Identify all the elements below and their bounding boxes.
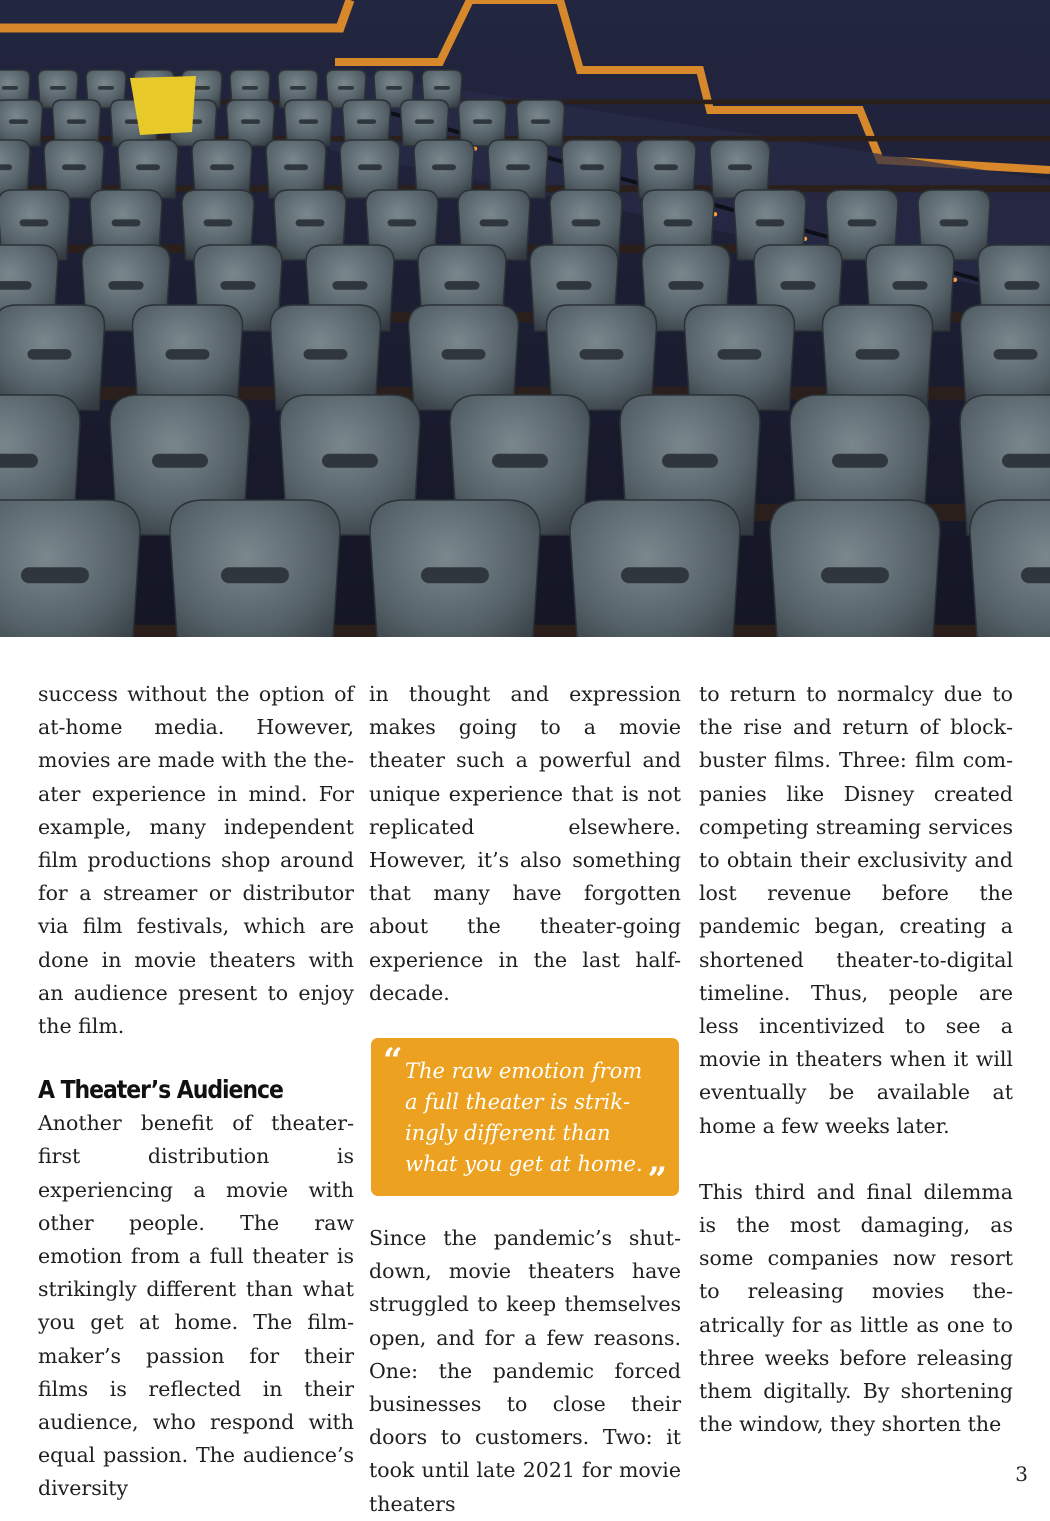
section-heading: A Theater’s Audience [38, 1073, 316, 1107]
column-3-paragraph-2: This third and final dilemma is the most damaging, as some companies now resort to releasing movies theatrically for as little as one to three weeks before releasing them digitally. By shortening the window, they shorten the [699, 1176, 1013, 1442]
theater-seat [570, 500, 740, 637]
column-1 [38, 678, 354, 1506]
theater-seat [370, 500, 540, 637]
theater-seat [517, 100, 565, 146]
theater-seat [0, 500, 140, 637]
theater-seat [343, 100, 391, 146]
theater-seat [970, 500, 1050, 637]
theater-seats-photo [0, 0, 1050, 637]
column-3-paragraph-1: to return to normalcy due to the rise and return of blockbuster films. Three: film companies like Disney created competing streaming services to obtain their exclusivity and lost revenue before the pandemic began, creating a shortened theater-to-digital timeline. Thus, people are less incentivized to see a movie in theaters when it will eventually be available at home a few weeks later. [699, 678, 1013, 1143]
column-2-paragraph-1: in thought and expression makes going to a movie theater such a powerful and unique experience that is not replicated elsewhere. However, it’s also something that many have forgotten about the theater-going experience in the last half-decade. [369, 678, 681, 1010]
paragraph-spacer [699, 1143, 1013, 1176]
close-quote-mark: ” [647, 1170, 667, 1190]
yellow-jacket-on-seat [130, 76, 196, 135]
pull-quote [371, 1038, 679, 1196]
column-1-paragraph-2: Another benefit of theater-first distribution is experiencing a movie with other people. The raw emotion from a full theater is strikingly different than what you get at home. The filmmaker’s passion for their films is reflected in their audience, who respond with equal passion. The audience’s diversity [38, 1107, 354, 1505]
theater-seat [170, 500, 340, 637]
pull-quote-text: The raw emotion from a full theater is strikingly different than what you get at home. [405, 1059, 643, 1176]
theater-seat [459, 100, 507, 146]
theater-seat [53, 100, 101, 146]
page-number: 3 [1015, 1462, 1028, 1486]
theater-seat [227, 100, 275, 146]
theater-seat [401, 100, 449, 146]
column-3 [699, 678, 1013, 1441]
theater-seat [770, 500, 940, 637]
column-1-paragraph-1: success without the option of at-home media. However, movies are made with the theater experience in mind. For example, many independent film productions shop around for a streamer or distributor via film festivals, which are done in movie theaters with an audience present to enjoy the film. [38, 678, 354, 1043]
theater-seat [547, 305, 657, 410]
column-2 [369, 678, 681, 1521]
theater-seats-illustration [0, 0, 1050, 637]
theater-seat [285, 100, 333, 146]
open-quote-mark: “ [383, 1044, 403, 1078]
column-2-paragraph-2: Since the pandemic’s shutdown, movie theaters have struggled to keep themselves open, and for a few reasons. One: the pandemic forced businesses to close their doors to customers. Two: it took until late 2021 for movie theaters [369, 1222, 681, 1521]
theater-seat [0, 100, 43, 146]
